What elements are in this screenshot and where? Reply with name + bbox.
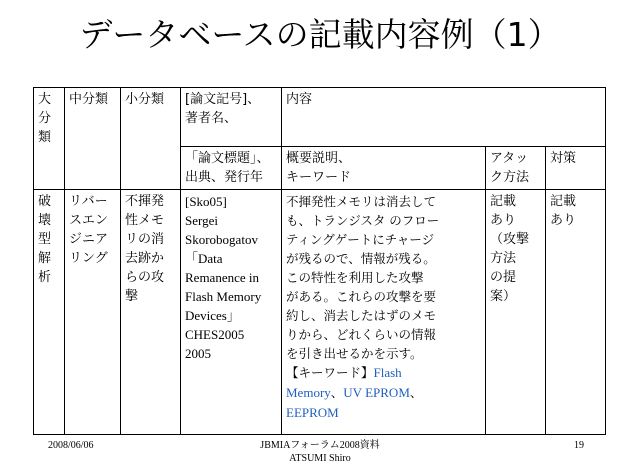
page-title: データベースの記載内容例（1） (79, 15, 561, 54)
header-content: 内容 (282, 88, 606, 147)
keyword-eeprom: EEPROM (286, 405, 339, 420)
keyword-label: 【キーワード】 (286, 365, 374, 380)
footer-event (220, 439, 420, 465)
keyword-flash: Flash (373, 365, 402, 380)
header-countermeasure: 対策 (546, 147, 606, 190)
header-paper-sub: 「論文標題」、 出典、発行年 (181, 147, 282, 190)
header-attack: アタッ ク方法 (486, 147, 546, 190)
footer-event-title: JBMIAフォーラム2008資料 (260, 440, 380, 451)
header-paper: [論文記号]、 著者名、 (181, 88, 282, 147)
footer-page-number: 19 (574, 440, 584, 451)
cell-paper: [Sko05] Sergei Skorobogatov 「Data Remanence in Flash Memory Devices」 CHES2005 2005 (181, 190, 282, 435)
cell-medium: リバー スエン ジニア リング (65, 190, 121, 435)
database-table (33, 87, 606, 435)
cell-minor: 不揮発 性メモ リの消 去跡か らの攻 撃 (121, 190, 181, 435)
header-summary: 概要説明、 キーワード (282, 147, 486, 190)
header-major: 大 分 類 (34, 88, 65, 190)
header-medium: 中分類 (65, 88, 121, 190)
keyword-uv-eprom: UV EPROM (343, 385, 410, 400)
footer-author: ATSUMI Shiro (289, 453, 351, 464)
cell-major: 破 壊 型 解 析 (34, 190, 65, 435)
keyword-memory: Memory (286, 385, 331, 400)
cell-attack: 記載 あり （攻撃 方法 の提 案） (486, 190, 546, 435)
cell-summary: 不揮発性メモリは消去して も、トランジスタ のフロー ティングゲートにチャージ が残るので、情報が残る。 この特性を利用した攻撃 がある。これらの攻撃を要 約し、消去したはずのメモ りから、どれくらいの情報 を引き出せるかを示す。 【キーワード】Flash Memory、UV EPROM、 EEPROM (282, 190, 486, 435)
cell-countermeasure: 記載 あり (546, 190, 606, 435)
footer-date: 2008/06/06 (48, 440, 94, 451)
header-minor: 小分類 (121, 88, 181, 190)
